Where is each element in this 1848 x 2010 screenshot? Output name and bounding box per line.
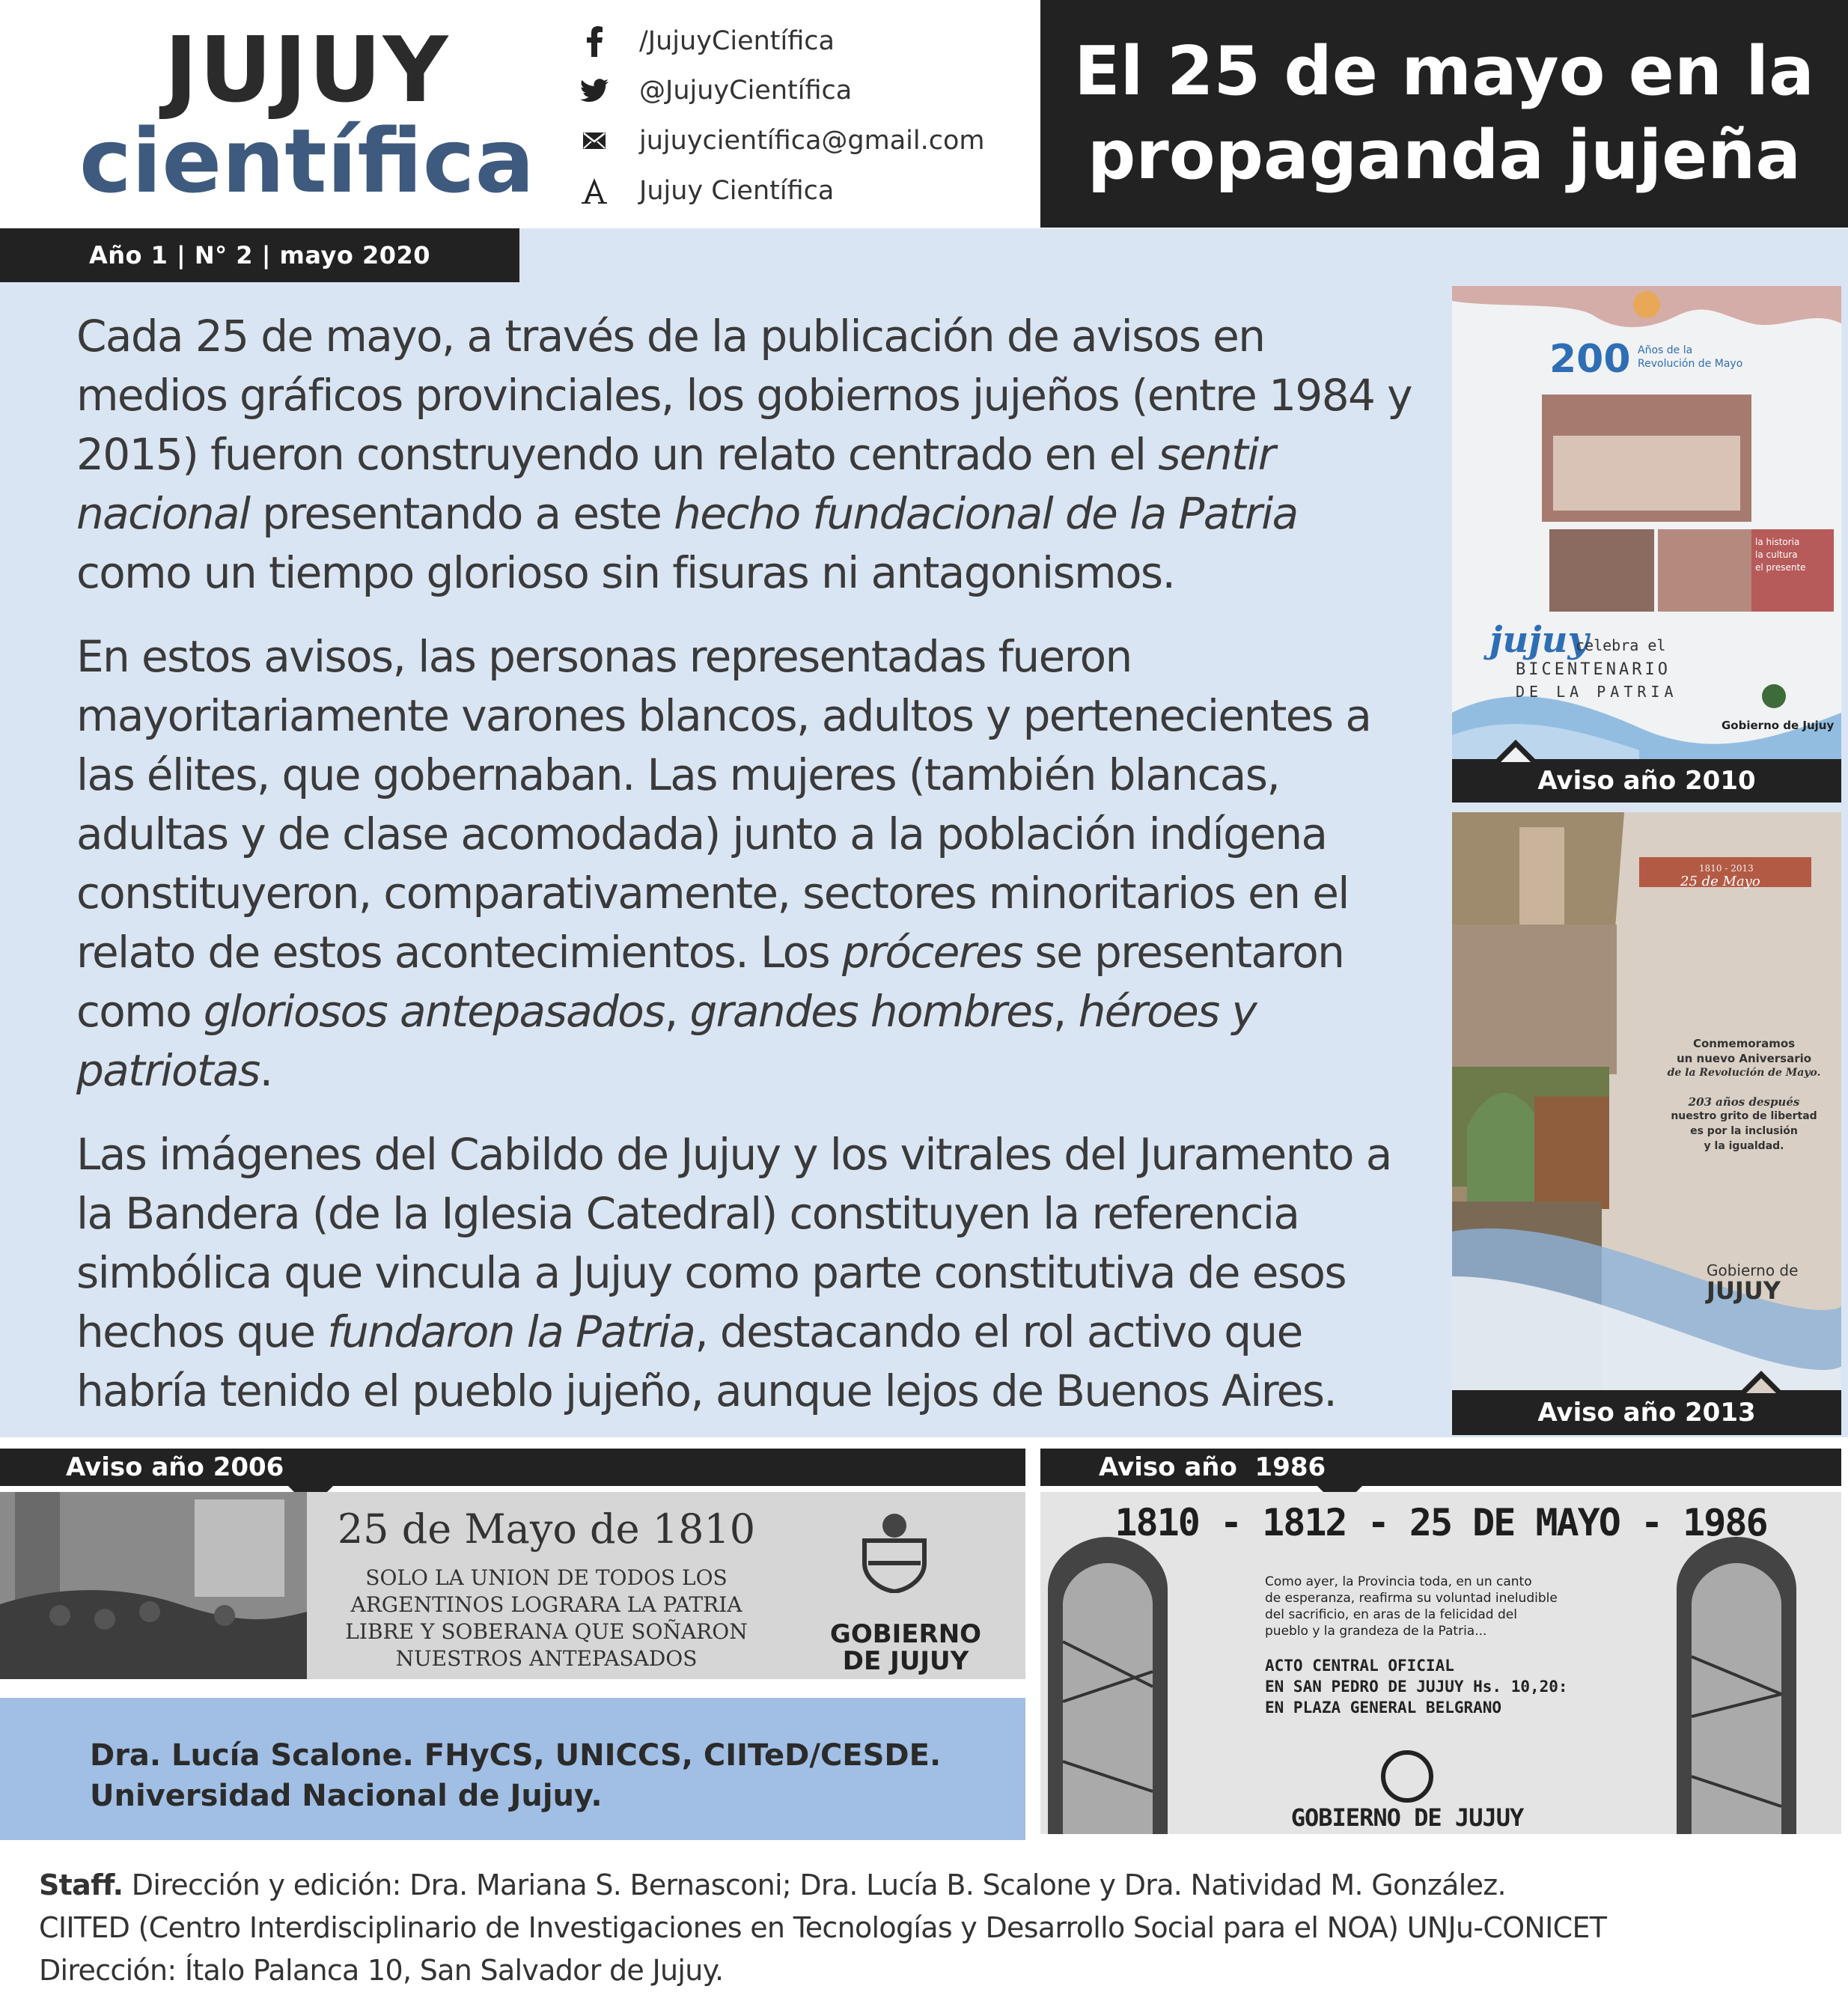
ad-2013-dates: 1810 - 2013 xyxy=(1699,863,1754,874)
ad-2010-subtitle-1: Años de la xyxy=(1638,344,1693,356)
ad-2006-line-2: ARGENTINOS LOGRARA LA PATRIA xyxy=(350,1592,742,1617)
ad-1986-image xyxy=(1040,1492,1841,1834)
ad-2010-subtitle-2: Revolución de Mayo xyxy=(1638,358,1743,370)
staff-credits xyxy=(39,1864,1835,1992)
twitter-handle: @JujuyCientífica xyxy=(639,76,853,106)
ad-2010-side-3: el presente xyxy=(1755,562,1806,573)
ad-2006-caption-text: Aviso año 2006 xyxy=(66,1452,284,1482)
issue-bar: Año 1 | N° 2 | mayo 2020 xyxy=(0,228,519,282)
page-title-line1: El 25 de mayo en la xyxy=(1074,32,1814,111)
ad-2010-bicentenario: BICENTENARIO xyxy=(1516,660,1671,679)
ad-2013-text-7: y la igualdad. xyxy=(1704,1140,1784,1152)
ad-2010-jujuy: jujuy xyxy=(1489,619,1589,661)
ad-2010-patria: DE LA PATRIA xyxy=(1516,683,1678,701)
ad-1986-body-4: pueblo y la grandeza de la Patria... xyxy=(1265,1624,1487,1639)
ad-1986-caption-text: Aviso año 1986 xyxy=(1099,1452,1326,1482)
article-paragraph-1: Cada 25 de mayo, a través de la publicación de avisos en medios gráficos provinciales, los gobiernos jujeños (entre 1984 y 2015) fueron construyendo un relato centrado en el sentir nacional presentando a este hecho fundacional de la Patria como un tiempo glorioso sin fisuras ni antagonismos. xyxy=(76,311,1412,598)
ad-2013-text-2: un nuevo Aniversario xyxy=(1676,1052,1812,1065)
ad-2006-gobierno-1: GOBIERNO xyxy=(829,1619,982,1649)
social-twitter[interactable] xyxy=(576,68,852,113)
ad-2010-side-1: la historia xyxy=(1755,537,1800,547)
title-box xyxy=(1040,0,1848,228)
ad-2006-line-1: SOLO LA UNION DE TODOS LOS xyxy=(365,1565,728,1590)
twitter-icon xyxy=(576,79,612,103)
ad-2010-celebra: celebra el xyxy=(1576,636,1666,654)
ad-2013-text-5: nuestro grito de libertad xyxy=(1671,1110,1817,1122)
logo-jujuy: JUJUY xyxy=(164,19,450,123)
ad-2010-caption-notch xyxy=(1493,740,1538,762)
ad-2010-gobierno: Gobierno de Jujuy xyxy=(1722,719,1835,732)
ad-2006-gobierno-2: DE JUJUY xyxy=(842,1646,969,1676)
staff-line-1: Staff. Dirección y edición: Dra. Mariana S. Bernasconi; Dra. Lucía B. Scalone y Dra. Natividad M. González. xyxy=(39,1869,1506,1901)
ad-1986-act-2: EN SAN PEDRO DE JUJUY Hs. 10,20: xyxy=(1265,1678,1568,1696)
ad-1986-body-1: Como ayer, la Provincia toda, en un canto xyxy=(1265,1574,1532,1589)
staff-line-3: Dirección: Ítalo Palanca 10, San Salvador de Jujuy. xyxy=(39,1954,724,1987)
academia-icon xyxy=(576,177,612,204)
ad-2010-number: 200 xyxy=(1549,337,1631,382)
article-paragraph-3: Las imágenes del Cabildo de Jujuy y los vitrales del Juramento a la Bandera (de la Iglesia Catedral) constituyen la referencia simbólica que vincula a Jujuy como parte constitutiva de esos hechos que fundaron la Patria, destacando el rol activo que habría tenido el pueblo jujeño, aunque lejos de Buenos Aires. xyxy=(76,1129,1391,1416)
facebook-icon xyxy=(576,25,612,57)
ad-1986-caption xyxy=(1040,1449,1841,1486)
ad-1986-headline: 1810 - 1812 - 25 DE MAYO - 1986 xyxy=(1114,1501,1767,1544)
ad-1986-act-3: EN PLAZA GENERAL BELGRANO xyxy=(1265,1699,1502,1717)
article-paragraph-2: En estos avisos, las personas representadas fueron mayoritariamente varones blancos, adultos y pertenecientes a las élites, que gobernaban. Las mujeres (también blancas, adultas y de clase acomodada) junto a la población indígena constituyeron, comparativamente, sectores minoritarios en el relato de estos acontecimientos. Los próceres se presentaron como gloriosos antepasados, grandes hombres, héroes y patriotas. xyxy=(76,631,1371,1096)
ad-2013-text-1: Conmemoramos xyxy=(1692,1037,1796,1050)
social-email[interactable] xyxy=(576,118,984,163)
staff-line-2: CIITED (Centro Interdisciplinario de Investigaciones en Tecnologías y Desarrollo Social para el NOA) UNJu-CONICET xyxy=(39,1911,1607,1944)
article-body xyxy=(76,307,1424,1446)
mail-icon xyxy=(576,133,612,149)
ad-2013-gobierno-2: JUJUY xyxy=(1707,1276,1781,1305)
ad-2006-line-3: LIBRE Y SOBERANA QUE SOÑARON xyxy=(345,1619,748,1644)
ad-1986-body-2: de esperanza, reafirma su voluntad ineludible xyxy=(1265,1591,1558,1606)
email-address: jujuycientífica@gmail.com xyxy=(639,126,985,156)
ad-2013-text-3: de la Revolución de Mayo. xyxy=(1667,1067,1821,1079)
ad-2013-text-6: es por la inclusión xyxy=(1690,1125,1798,1137)
ad-1986-body-3: del sacrificio, en aras de la felicidad del xyxy=(1265,1607,1517,1622)
ad-1986-gobierno: GOBIERNO DE JUJUY xyxy=(1290,1803,1524,1832)
facebook-handle: /JujuyCientífica xyxy=(639,26,835,56)
ad-2010-image xyxy=(1452,286,1841,759)
ad-1986-act-1: ACTO CENTRAL OFICIAL xyxy=(1265,1657,1454,1675)
logo-cientifica: científica xyxy=(79,109,535,213)
staff-label: Staff. xyxy=(39,1869,123,1901)
ad-2006-shield-icon xyxy=(853,1511,936,1596)
author-line-2: Universidad Nacional de Jujuy. xyxy=(90,1779,603,1813)
ad-2013-ribbon: 25 de Mayo xyxy=(1680,874,1760,889)
social-academia[interactable] xyxy=(576,168,834,213)
ad-2006-headline: 25 de Mayo de 1810 xyxy=(337,1505,756,1553)
author-line-1: Dra. Lucía Scalone. FHyCS, UNICCS, CIITeD/CESDE. xyxy=(90,1738,942,1773)
ad-2013-caption-notch xyxy=(1739,1371,1784,1393)
ad-2006-image xyxy=(0,1492,1025,1679)
academia-name: Jujuy Científica xyxy=(639,176,835,206)
ad-2013-image xyxy=(1452,812,1841,1390)
ad-2010-caption: Aviso año 2010 xyxy=(1452,759,1841,803)
author-box xyxy=(0,1698,1025,1840)
page-title-line2: propaganda jujeña xyxy=(1087,116,1802,195)
ad-2010-side-2: la cultura xyxy=(1755,549,1798,560)
ad-2013-caption: Aviso año 2013 xyxy=(1452,1390,1841,1435)
ad-2006-line-4: NUESTROS ANTEPASADOS xyxy=(395,1646,698,1671)
social-facebook[interactable] xyxy=(576,19,835,64)
ad-2006-caption xyxy=(0,1449,1025,1486)
ad-2013-text-4: 203 años después xyxy=(1688,1095,1800,1109)
ad-2013-gobierno-1: Gobierno de xyxy=(1707,1261,1799,1279)
